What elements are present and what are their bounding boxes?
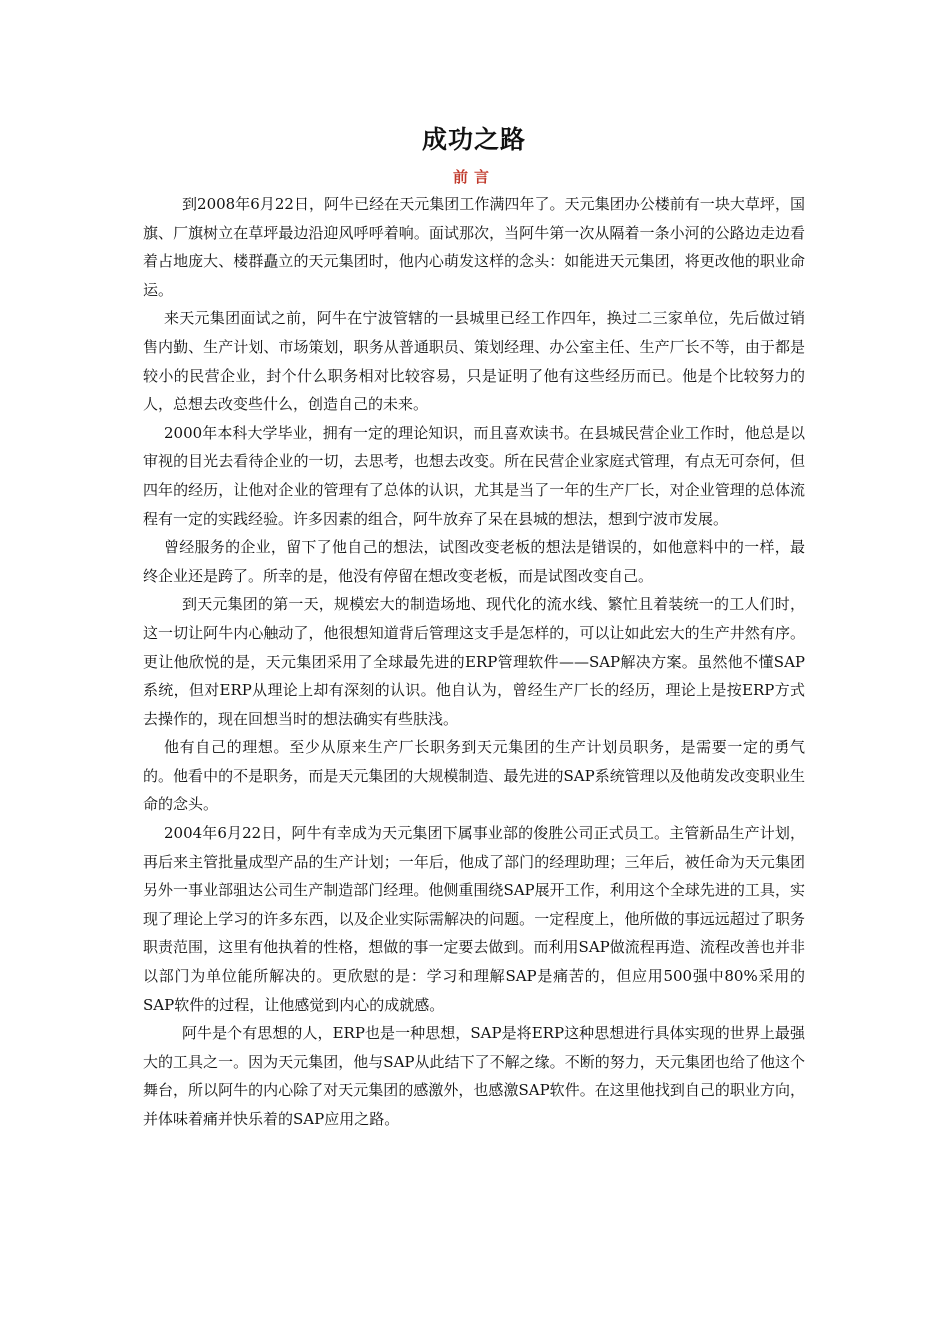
document-page <box>143 120 805 1134</box>
paragraph-2: 来天元集团面试之前，阿牛在宁波管辖的一县城里已经工作四年，换过二三家单位，先后做过销售内勤、生产计划、市场策划，职务从普通职员、策划经理、办公室主任、生产厂长不等，由于都是较小的民营企业，封个什么职务相对比较容易，只是证明了他有这些经历而已。他是个比较努力的人，总想去改变些什么，创造自己的未来。 <box>143 309 805 414</box>
paragraph-4: 曾经服务的企业，留下了他自己的想法，试图改变老板的想法是错误的，如他意料中的一样，最终企业还是跨了。所幸的是，他没有停留在想改变老板，而是试图改变自己。 <box>143 538 805 585</box>
preface-heading: 前言 <box>452 168 495 186</box>
paragraph-3: 2000年本科大学毕业，拥有一定的理论知识，而且喜欢读书。在县城民营企业工作时，他总是以审视的目光去看待企业的一切，去思考，也想去改变。所在民营企业家庭式管理，有点无可奈何，但四年的经历，让他对企业的管理有了总体的认识，尤其是当了一年的生产厂长，对企业管理的总体流程有一定的实践经验。许多因素的组合，阿牛放弃了呆在县城的想法，想到宁波市发展。 <box>143 423 805 528</box>
document-title: 成功之路 <box>421 125 526 154</box>
paragraph-7: 2004年6月22日，阿牛有幸成为天元集团下属事业部的俊胜公司正式员工。主管新品生产计划，再后来主管批量成型产品的生产计划；一年后，他成了部门的经理助理；三年后，被任命为天元集团另外一事业部驵达公司生产制造部门经理。他侧重围绕SAP展开工作，利用这个全球先进的工具，实现了理论上学习的许多东西，以及企业实际需解决的问题。一定程度上，他所做的事远远超过了职务职责范围，这里有他执着的性格，想做的事一定要去做到。而利用SAP做流程再造、流程改善也并非以部门为单位能所解决的。更欣慰的是：学习和理解SAP是痛苦的，但应用500强中80%采用的SAP软件的过程，让他感觉到内心的成就感。 <box>143 824 805 1014</box>
paragraph-6: 他有自己的理想。至少从原来生产厂长职务到天元集团的生产计划员职务，是需要一定的勇气的。他看中的不是职务，而是天元集团的大规模制造、最先进的SAP系统管理以及他萌发改变职业生命的念头。 <box>143 738 805 814</box>
paragraph-1: 到2008年6月22日，阿牛已经在天元集团工作满四年了。天元集团办公楼前有一块大草坪，国旗、厂旗树立在草坪最边沿迎风呼呼着响。面试那次，当阿牛第一次从隔着一条小河的公路边走边看着占地庞大、楼群矗立的天元集团时，他内心萌发这样的念头：如能进天元集团，将更改他的职业命运。 <box>143 195 805 299</box>
document-body <box>143 190 805 1134</box>
paragraph-8: 阿牛是个有思想的人，ERP也是一种思想，SAP是将ERP这种思想进行具体实现的世界上最强大的工具之一。因为天元集团，他与SAP从此结下了不解之缘。不断的努力，天元集团也给了他这个舞台，所以阿牛的内心除了对天元集团的感激外，也感激SAP软件。在这里他找到自己的职业方向，并体味着痛并快乐着的SAP应用之路。 <box>143 1024 805 1128</box>
paragraph-5: 到天元集团的第一天，规模宏大的制造场地、现代化的流水线、繁忙且着装统一的工人们时，这一切让阿牛内心触动了，他很想知道背后管理这支手是怎样的，可以让如此宏大的生产井然有序。更让他欣悦的是，天元集团采用了全球最先进的ERP管理软件——SAP解决方案。虽然他不懂SAP系统，但对ERP从理论上却有深刻的认识。他自认为，曾经生产厂长的经历，理论上是按ERP方式去操作的，现在回想当时的想法确实有些肤浅。 <box>143 595 805 728</box>
